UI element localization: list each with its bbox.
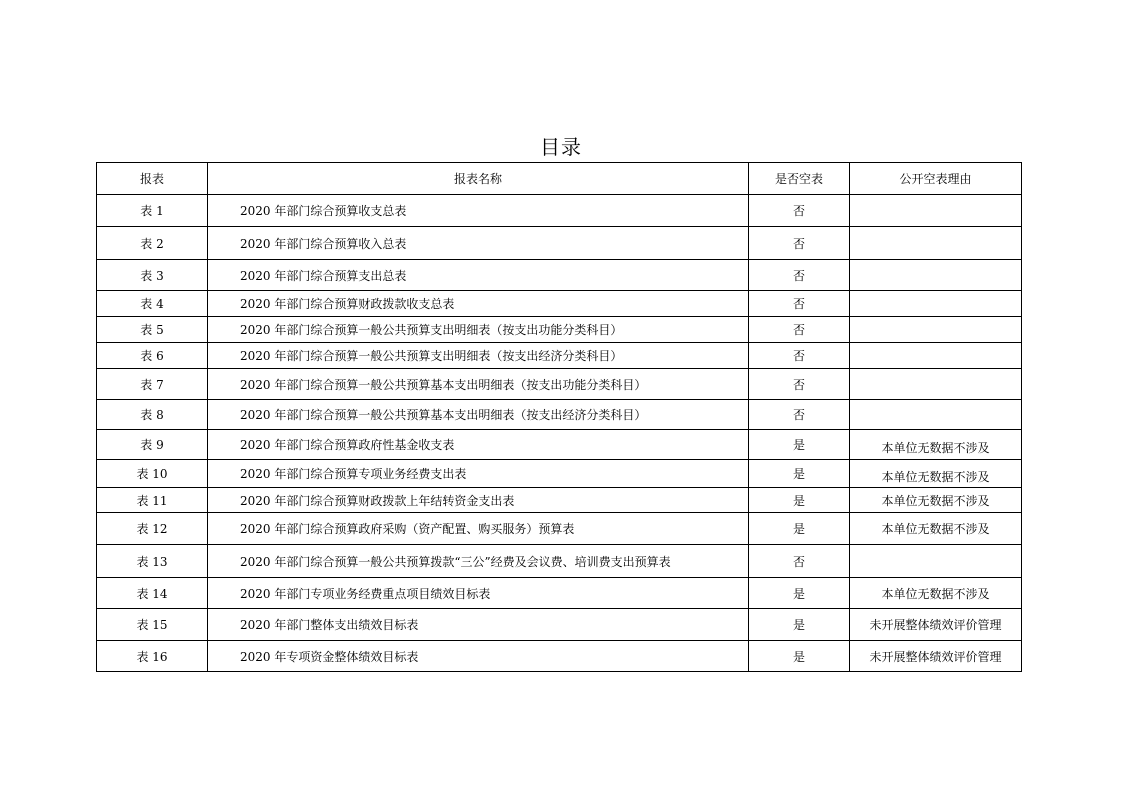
row-table-no: 表 7 [97, 369, 208, 400]
table-row [97, 609, 1022, 641]
row-table-name: 2020 年部门综合预算一般公共预算基本支出明细表（按支出经济分类科目） [208, 400, 749, 430]
row-is-empty: 否 [749, 291, 850, 317]
row-empty-reason: 本单位无数据不涉及 [850, 430, 1022, 460]
table-row [97, 545, 1022, 578]
row-table-no: 表 11 [97, 488, 208, 513]
row-is-empty: 否 [749, 317, 850, 343]
row-empty-reason: 未开展整体绩效评价管理 [850, 641, 1022, 672]
row-empty-reason: 本单位无数据不涉及 [850, 488, 1022, 513]
table-row [97, 430, 1022, 460]
row-table-name: 2020 年部门综合预算专项业务经费支出表 [208, 460, 749, 488]
row-table-name: 2020 年专项资金整体绩效目标表 [208, 641, 749, 672]
row-is-empty: 否 [749, 260, 850, 291]
row-table-no: 表 16 [97, 641, 208, 672]
row-empty-reason [850, 317, 1022, 343]
table-row [97, 488, 1022, 513]
row-empty-reason: 未开展整体绩效评价管理 [850, 609, 1022, 641]
row-is-empty: 否 [749, 545, 850, 578]
row-table-name: 2020 年部门综合预算支出总表 [208, 260, 749, 291]
row-is-empty: 否 [749, 400, 850, 430]
page-title: 目录 [540, 135, 582, 159]
row-table-name: 2020 年部门综合预算财政拨款收支总表 [208, 291, 749, 317]
row-table-no: 表 8 [97, 400, 208, 430]
row-is-empty: 是 [749, 460, 850, 488]
table-row [97, 369, 1022, 400]
table-header-row [97, 163, 1022, 195]
header-table-name: 报表名称 [208, 163, 749, 195]
row-empty-reason [850, 260, 1022, 291]
row-table-name: 2020 年部门综合预算一般公共预算拨款“三公”经费及会议费、培训费支出预算表 [208, 545, 749, 578]
row-table-name: 2020 年部门综合预算收支总表 [208, 195, 749, 227]
row-is-empty: 是 [749, 430, 850, 460]
table-row [97, 343, 1022, 369]
table-row [97, 400, 1022, 430]
row-empty-reason [850, 545, 1022, 578]
row-table-no: 表 12 [97, 513, 208, 545]
row-table-name: 2020 年部门综合预算政府采购（资产配置、购买服务）预算表 [208, 513, 749, 545]
table-row [97, 317, 1022, 343]
row-is-empty: 是 [749, 513, 850, 545]
row-empty-reason [850, 343, 1022, 369]
row-empty-reason [850, 369, 1022, 400]
row-empty-reason: 本单位无数据不涉及 [850, 578, 1022, 609]
row-empty-reason [850, 195, 1022, 227]
row-is-empty: 否 [749, 227, 850, 260]
row-table-name: 2020 年部门综合预算一般公共预算支出明细表（按支出经济分类科目） [208, 343, 749, 369]
row-table-name: 2020 年部门综合预算财政拨款上年结转资金支出表 [208, 488, 749, 513]
row-empty-reason [850, 291, 1022, 317]
row-table-name: 2020 年部门综合预算一般公共预算基本支出明细表（按支出功能分类科目） [208, 369, 749, 400]
row-table-no: 表 10 [97, 460, 208, 488]
header-table-no: 报表 [97, 163, 208, 195]
row-is-empty: 是 [749, 578, 850, 609]
row-table-name: 2020 年部门综合预算一般公共预算支出明细表（按支出功能分类科目） [208, 317, 749, 343]
row-table-name: 2020 年部门综合预算政府性基金收支表 [208, 430, 749, 460]
row-empty-reason [850, 227, 1022, 260]
row-table-name: 2020 年部门专项业务经费重点项目绩效目标表 [208, 578, 749, 609]
row-is-empty: 是 [749, 609, 850, 641]
row-is-empty: 否 [749, 369, 850, 400]
row-is-empty: 是 [749, 488, 850, 513]
row-table-no: 表 1 [97, 195, 208, 227]
row-empty-reason [850, 400, 1022, 430]
table-row [97, 578, 1022, 609]
table-row [97, 641, 1022, 672]
header-empty-reason: 公开空表理由 [850, 163, 1022, 195]
table-row [97, 460, 1022, 488]
table-row [97, 291, 1022, 317]
row-table-no: 表 4 [97, 291, 208, 317]
table-row [97, 227, 1022, 260]
row-empty-reason: 本单位无数据不涉及 [850, 513, 1022, 545]
row-is-empty: 是 [749, 641, 850, 672]
row-table-name: 2020 年部门整体支出绩效目标表 [208, 609, 749, 641]
row-table-no: 表 14 [97, 578, 208, 609]
row-table-no: 表 13 [97, 545, 208, 578]
table-row [97, 513, 1022, 545]
row-table-no: 表 6 [97, 343, 208, 369]
row-table-no: 表 2 [97, 227, 208, 260]
row-table-no: 表 3 [97, 260, 208, 291]
row-table-no: 表 5 [97, 317, 208, 343]
toc-table [96, 162, 1022, 672]
row-is-empty: 否 [749, 195, 850, 227]
row-is-empty: 否 [749, 343, 850, 369]
row-empty-reason: 本单位无数据不涉及 [850, 460, 1022, 488]
header-is-empty: 是否空表 [749, 163, 850, 195]
row-table-no: 表 9 [97, 430, 208, 460]
row-table-name: 2020 年部门综合预算收入总表 [208, 227, 749, 260]
table-row [97, 260, 1022, 291]
row-table-no: 表 15 [97, 609, 208, 641]
table-row [97, 195, 1022, 227]
